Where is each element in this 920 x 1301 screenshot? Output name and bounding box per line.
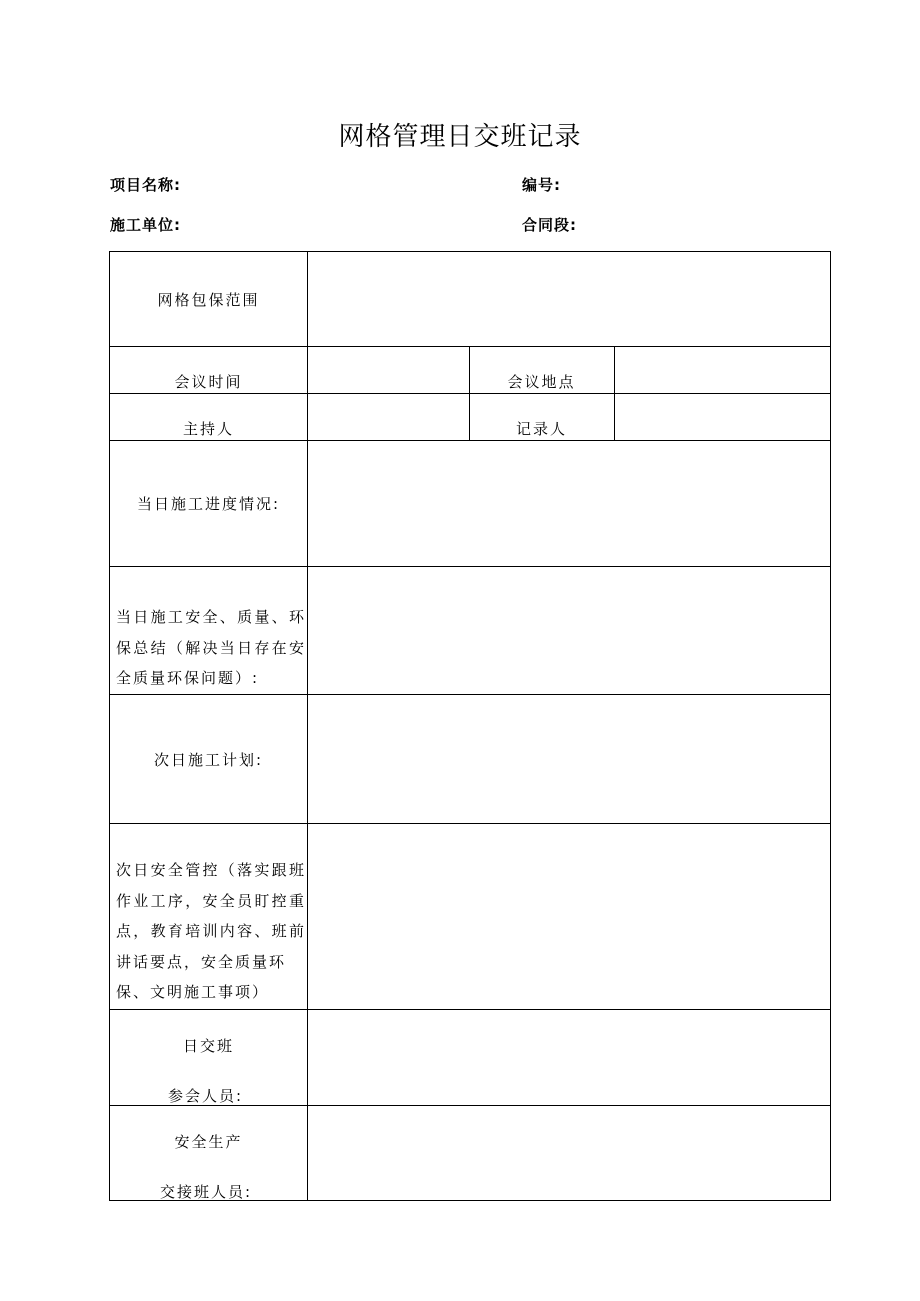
safety-summary-label — [116, 602, 306, 694]
safety-summary-line: 保总结（解决当日存在安 — [116, 638, 306, 657]
meeting-time-field[interactable] — [308, 347, 469, 393]
contract-section-label: 合同段: — [522, 216, 577, 234]
project-name-label: 项目名称: — [110, 176, 181, 194]
serial-no-label: 编号: — [522, 176, 561, 194]
production-handover-field[interactable] — [308, 1106, 830, 1200]
host-label: 主持人 — [182, 420, 234, 438]
grid-scope-label: 网格包保范围 — [157, 291, 260, 309]
next-safety-line: 作业工序，安全员盯控重 — [116, 891, 306, 910]
handover-attendees-label: 参会人员: — [168, 1087, 244, 1105]
next-plan-field[interactable] — [308, 695, 830, 823]
handover-attendees-field[interactable] — [308, 1010, 830, 1105]
next-safety-field[interactable] — [308, 824, 830, 1009]
recorder-field[interactable] — [615, 394, 830, 440]
handover-line1: 日交班 — [182, 1037, 234, 1055]
contractor-label: 施工单位: — [110, 216, 181, 234]
next-safety-label — [116, 855, 306, 1008]
production-handover-label: 交接班人员: — [160, 1183, 253, 1201]
meeting-place-field[interactable] — [615, 347, 830, 393]
next-plan-label: 次日施工计划: — [153, 751, 264, 769]
progress-label: 当日施工进度情况: — [136, 495, 281, 513]
safety-summary-field[interactable] — [308, 567, 830, 694]
progress-field[interactable] — [308, 441, 830, 566]
host-field[interactable] — [308, 394, 469, 440]
next-safety-line: 点，教育培训内容、班前 — [116, 922, 306, 940]
safety-summary-line: 全质量环保问题）: — [116, 669, 260, 687]
next-safety-line: 讲话要点，安全质量环 — [116, 952, 287, 971]
next-safety-line: 次日安全管控（落实跟班 — [116, 861, 306, 879]
next-safety-line: 保、文明施工事项） — [116, 983, 270, 1001]
handover-form-table — [109, 251, 831, 1201]
page-title: 网格管理日交班记录 — [338, 122, 582, 152]
meeting-time-label: 会议时间 — [174, 373, 243, 391]
safety-summary-line: 当日施工安全、质量、环 — [116, 608, 306, 626]
meeting-place-label: 会议地点 — [507, 373, 576, 391]
production-line1: 安全生产 — [174, 1133, 243, 1151]
recorder-label: 记录人 — [515, 420, 567, 438]
grid-scope-field[interactable] — [308, 252, 830, 346]
